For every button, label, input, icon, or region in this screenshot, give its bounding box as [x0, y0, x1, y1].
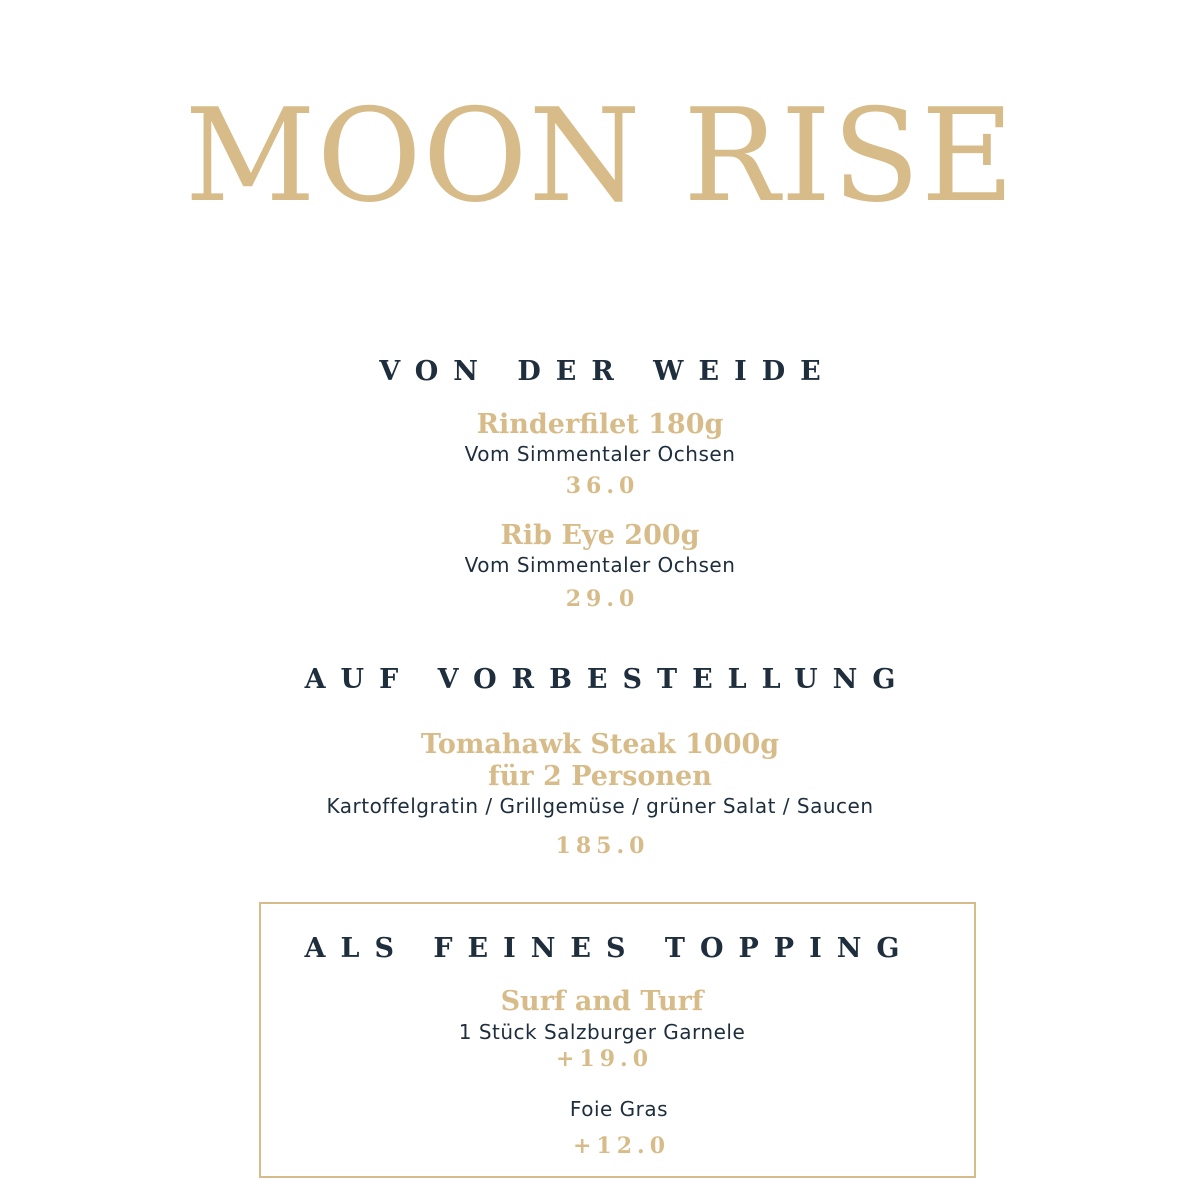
- restaurant-title: MOON RISE: [184, 82, 1016, 231]
- menu-item-name-rinderfilet: Rinderfilet 180g: [476, 409, 724, 440]
- menu-item-name-tomahawk-line1: Tomahawk Steak 1000g: [420, 729, 780, 760]
- menu-item-description-tomahawk: Kartoffelgratin / Grillgemüse / grüner Salat / Saucen: [326, 794, 874, 818]
- menu-item-name-surf-and-turf: Surf and Turf: [500, 986, 704, 1017]
- section-heading-als-feines-topping: ALS FEINES TOPPING: [304, 933, 915, 964]
- topping-box: [259, 902, 976, 1178]
- section-heading-auf-vorbestellung: AUF VORBESTELLUNG: [304, 664, 911, 695]
- menu-item-price-foie-gras: +12.0: [572, 1133, 670, 1159]
- menu-item-name-tomahawk-line2: für 2 Personen: [488, 761, 712, 792]
- section-heading-von-der-weide: VON DER WEIDE: [379, 356, 836, 387]
- menu-item-name-rib-eye: Rib Eye 200g: [500, 520, 700, 551]
- menu-item-description-surf-and-turf: 1 Stück Salzburger Garnele: [458, 1020, 746, 1044]
- menu-item-description-foie-gras: Foie Gras: [569, 1097, 669, 1121]
- menu-item-price-rib-eye: 29.0: [565, 586, 640, 612]
- menu-item-price-tomahawk: 185.0: [555, 833, 650, 859]
- menu-item-price-rinderfilet: 36.0: [565, 473, 640, 499]
- menu-item-description-rinderfilet: Vom Simmentaler Ochsen: [464, 442, 736, 466]
- menu-item-description-rib-eye: Vom Simmentaler Ochsen: [464, 553, 736, 577]
- menu-item-price-surf-and-turf: +19.0: [555, 1046, 653, 1072]
